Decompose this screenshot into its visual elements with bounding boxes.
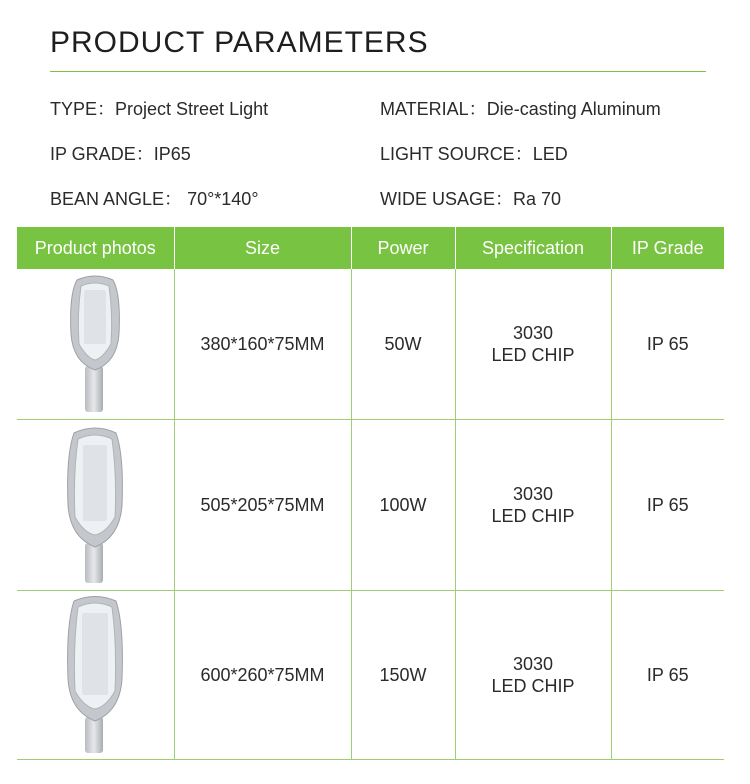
- ip-grade-cell: IP 65: [611, 591, 724, 760]
- street-light-photo: [62, 425, 128, 585]
- param-value: 70°*140°: [187, 189, 259, 209]
- param-material: [380, 95, 661, 121]
- param-type: [50, 95, 268, 121]
- param-wide-usage: [380, 185, 561, 211]
- spec-line-2: LED CHIP: [491, 345, 575, 365]
- specification-cell: [455, 420, 611, 591]
- product-photo-cell: [17, 420, 174, 591]
- product-photo-cell: [17, 269, 174, 420]
- param-label: IP GRADE：: [50, 144, 154, 164]
- power-cell: 50W: [351, 269, 455, 420]
- spec-line-2: LED CHIP: [491, 676, 575, 696]
- product-photo-cell: [17, 591, 174, 760]
- table-header-row: [17, 227, 724, 269]
- page-title: PRODUCT PARAMETERS: [50, 26, 429, 59]
- street-light-photo: [65, 274, 125, 414]
- size-cell: 600*260*75MM: [174, 591, 351, 760]
- size-cell: 505*205*75MM: [174, 420, 351, 591]
- param-value: Ra 70: [513, 189, 562, 209]
- table-row: [17, 591, 724, 760]
- ip-grade-cell: IP 65: [611, 420, 724, 591]
- param-label: MATERIAL：: [380, 99, 487, 119]
- table-row: [17, 420, 724, 591]
- param-label: BEAN ANGLE：: [50, 189, 183, 209]
- spec-table: [17, 227, 724, 760]
- param-ip-grade: [50, 140, 191, 166]
- size-cell: 380*160*75MM: [174, 269, 351, 420]
- table-row: [17, 269, 724, 420]
- param-beam-angle: [50, 185, 259, 211]
- spec-line-1: 3030: [512, 484, 554, 504]
- spec-line-2: LED CHIP: [491, 506, 575, 526]
- street-light-photo: [62, 595, 128, 755]
- header-product-photos: Product photos: [17, 227, 174, 269]
- param-value: IP65: [153, 144, 191, 164]
- header-ip-grade: IP Grade: [611, 227, 724, 269]
- ip-grade-cell: IP 65: [611, 269, 724, 420]
- specification-cell: [455, 591, 611, 760]
- param-light-source: [380, 140, 568, 166]
- title-divider: [50, 71, 706, 72]
- param-value: Project Street Light: [115, 99, 269, 119]
- spec-line-1: 3030: [512, 323, 554, 343]
- param-value: LED: [532, 144, 568, 164]
- header-specification: Specification: [455, 227, 611, 269]
- header-size: Size: [174, 227, 351, 269]
- header-power: Power: [351, 227, 455, 269]
- param-label: WIDE USAGE：: [380, 189, 514, 209]
- power-cell: 150W: [351, 591, 455, 760]
- specification-cell: [455, 269, 611, 420]
- param-value: Die-casting Aluminum: [486, 99, 661, 119]
- spec-line-1: 3030: [512, 654, 554, 674]
- param-label: LIGHT SOURCE：: [380, 144, 533, 164]
- power-cell: 100W: [351, 420, 455, 591]
- param-label: TYPE：: [50, 99, 116, 119]
